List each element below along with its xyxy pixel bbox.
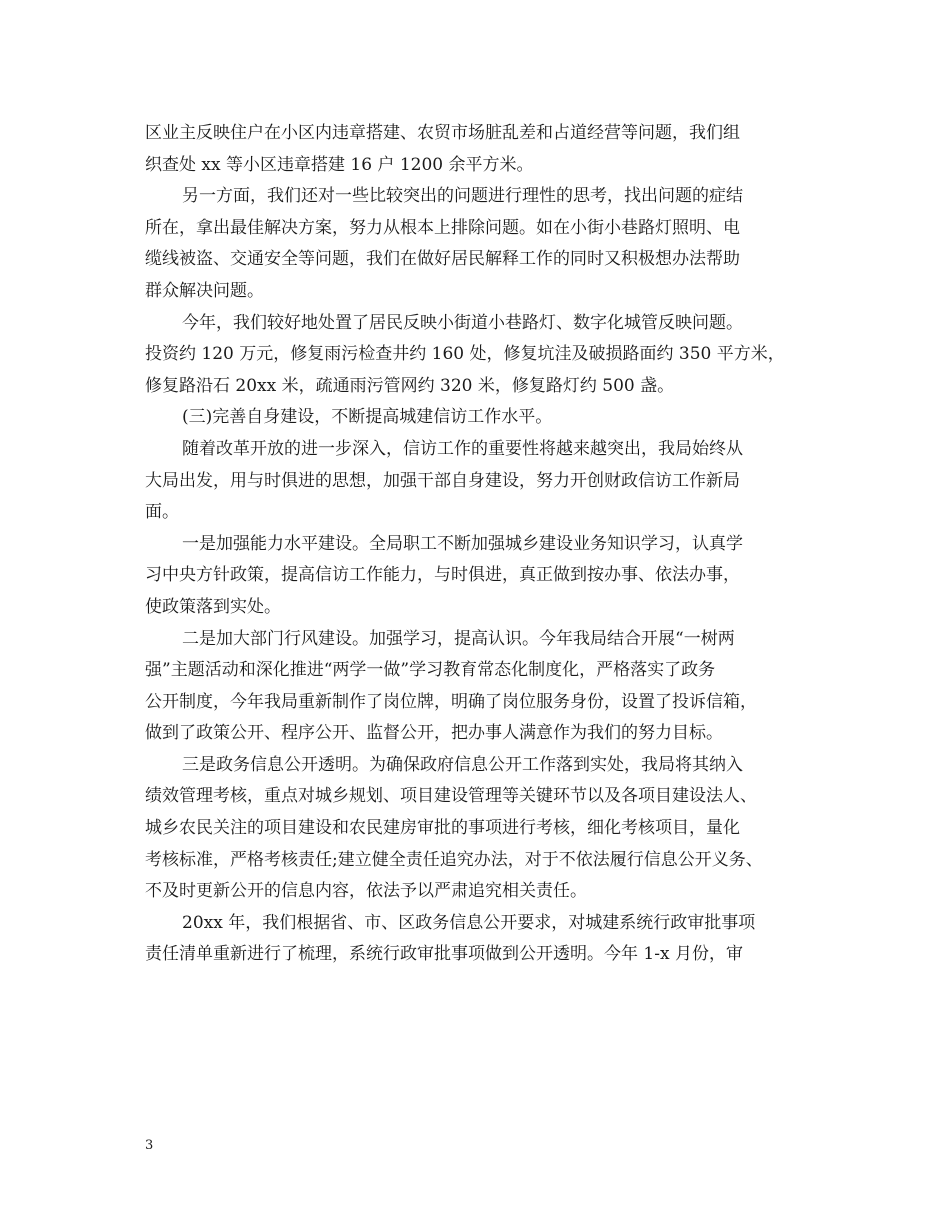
text-line: 今年，我们较好地处置了居民反映小街道小巷路灯、数字化城管反映问题。 xyxy=(182,312,743,333)
text-line: 织查处 xx 等小区违章搭建 16 户 1200 余平方米。 xyxy=(145,154,534,175)
text-line: 群众解决问题。 xyxy=(145,280,264,301)
text-line: 责任清单重新进行了梳理，系统行政审批事项做到公开透明。今年 1-x 月份，审 xyxy=(145,944,743,965)
text-line: 城乡农民关注的项目建设和农民建房审批的事项进行考核，细化考核项目，量化 xyxy=(145,818,740,839)
text-line: 投资约 120 万元，修复雨污检查井约 160 处，修复坑洼及破损路面约 350 平方米， xyxy=(145,344,785,365)
page-number: 3 xyxy=(145,1138,154,1153)
text-line: 绩效管理考核，重点对城乡规划、项目建设管理等关键环节以及各项目建设法人、 xyxy=(145,786,757,807)
text-line: 三是政务信息公开透明。为确保政府信息公开工作落到实处，我局将其纳入 xyxy=(182,754,743,775)
document-body xyxy=(145,118,825,971)
text-line: 使政策落到实处。 xyxy=(145,596,281,617)
text-line: 面。 xyxy=(145,502,179,523)
text-line: 区业主反映住户在小区内违章搭建、农贸市场脏乱差和占道经营等问题，我们组 xyxy=(145,123,740,143)
text-line: 公开制度，今年我局重新制作了岗位牌，明确了岗位服务身份，设置了投诉信箱， xyxy=(145,691,757,712)
text-line: 修复路沿石 20xx 米，疏通雨污管网约 320 米，修复路灯约 500 盏。 xyxy=(145,375,675,396)
text-line: (三)完善自身建设，不断提高城建信访工作水平。 xyxy=(182,407,553,428)
text-line: 强”主题活动和深化推进“两学一做”学习教育常态化制度化，严格落实了政务 xyxy=(145,660,716,681)
text-line: 一是加强能力水平建设。全局职工不断加强城乡建设业务知识学习，认真学 xyxy=(182,533,743,554)
text-line: 另一方面，我们还对一些比较突出的问题进行理性的思考，找出问题的症结 xyxy=(182,186,743,207)
text-line: 大局出发，用与时俱进的思想，加强干部自身建设，努力开创财政信访工作新局 xyxy=(145,470,740,491)
text-line: 随着改革开放的进一步深入，信访工作的重要性将越来越突出，我局始终从 xyxy=(182,438,743,459)
text-line: 考核标准，严格考核责任;建立健全责任追究办法，对于不依法履行信息公开义务、 xyxy=(145,849,763,870)
text-line: 20xx 年，我们根据省、市、区政务信息公开要求，对城建系统行政审批事项 xyxy=(182,912,756,933)
text-line: 缆线被盗、交通安全等问题，我们在做好居民解释工作的同时又积极想办法帮助 xyxy=(145,249,740,270)
text-line: 做到了政策公开、程序公开、监督公开，把办事人满意作为我们的努力目标。 xyxy=(145,723,723,744)
text-line: 不及时更新公开的信息内容，依法予以严肃追究相关责任。 xyxy=(145,881,587,902)
text-line: 二是加大部门行风建设。加强学习，提高认识。今年我局结合开展“一树两 xyxy=(182,628,735,649)
text-line: 所在，拿出最佳解决方案，努力从根本上排除问题。如在小街小巷路灯照明、电 xyxy=(145,217,740,238)
text-line: 习中央方针政策，提高信访工作能力，与时俱进，真正做到按办事、依法办事， xyxy=(145,565,740,586)
